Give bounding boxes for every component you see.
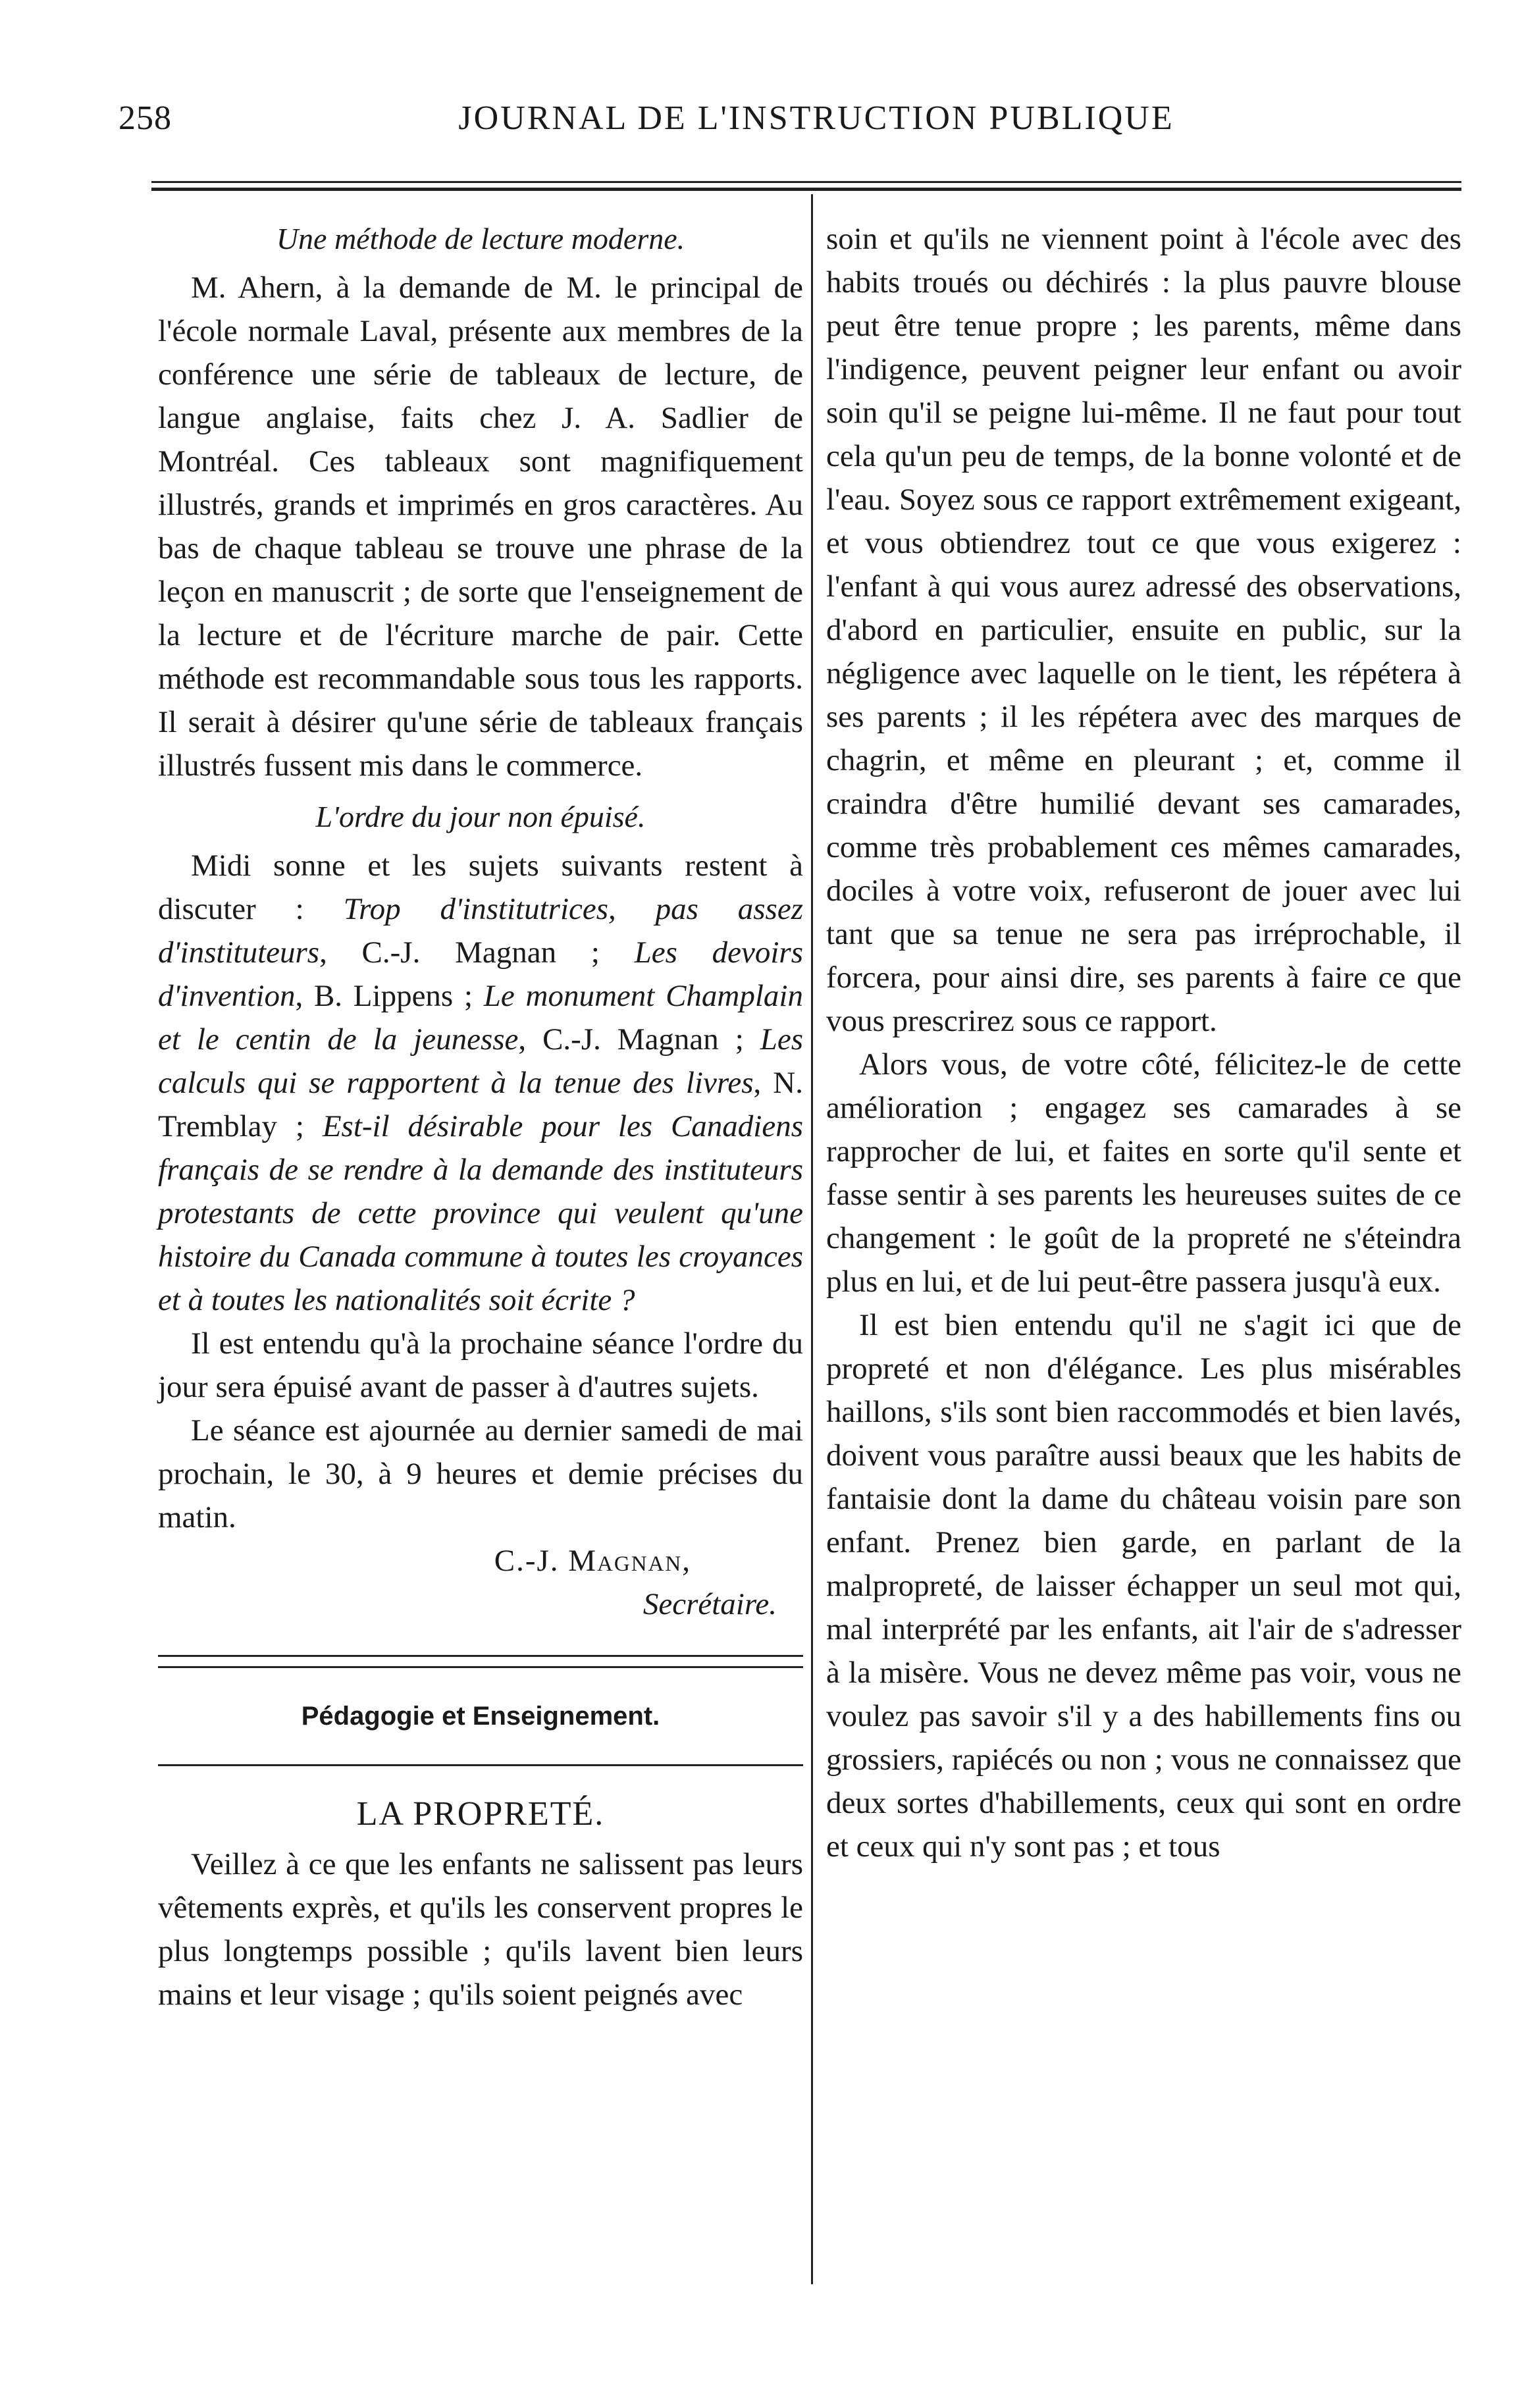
agenda-text: , N. Tremblay ; xyxy=(158,1066,803,1143)
agenda-text: , C.-J. Magnan ; xyxy=(518,1022,760,1057)
paragraph-cleanliness-intro: Veillez à ce que les enfants ne salissent pas leurs vêtements exprès, et qu'ils les conservent propres le plus longtemps possible ; qu'ils lavent bien leurs mains et leur visage ; qu'ils soient peignés avec xyxy=(158,1847,803,2012)
section-divider-single xyxy=(158,1764,803,1766)
right-column xyxy=(826,217,1461,1868)
section-heading-reading-method: Une méthode de lecture moderne. xyxy=(276,222,685,255)
agenda-text: , C.-J. Magnan ; xyxy=(319,935,635,970)
signature-title: Secrétaire. xyxy=(642,1587,777,1621)
header-rule-thick xyxy=(151,188,1461,191)
article-title: LA PROPRETÉ. xyxy=(356,1795,605,1833)
section-divider-double xyxy=(158,1655,803,1668)
paragraph-adjournment: Le séance est ajournée au dernier samedi de mai prochain, le 30, à 9 heures et demie précises du matin. xyxy=(158,1413,803,1534)
paragraph-next-session: Il est entendu qu'à la prochaine séance l'ordre du jour sera épuisé avant de passer à d'autres sujets. xyxy=(158,1326,803,1404)
page-number: 258 xyxy=(118,99,172,137)
section-heading-pedagogy: Pédagogie et Enseignement. xyxy=(301,1702,660,1731)
left-column xyxy=(158,217,803,2016)
agenda-topic-title: Le monument Champlain et le centin de la jeunesse xyxy=(158,979,803,1057)
paragraph-not-elegance: Il est bien entendu qu'il ne s'agit ici que de propreté et non d'élégance. Les plus misérables haillons, s'ils sont bien raccommodés et bien lavés, doivent vous paraître aussi beaux que les habits de fantaisie dont la dame du château voisin pare son enfant. Prenez bien garde, en parlant de la malpropreté, de laisser échapper un seul mot qui, mal interprété par les enfants, ait l'air de s'adresser à la misère. Vous ne devez même pas voir, vous ne voulez pas savoir s'il y a des habillements fins ou grossiers, rapiécés ou non ; vous ne connaissez que deux sortes d'habillements, ceux qui sont en ordre et ceux qui n'y sont pas ; et tous xyxy=(826,1308,1461,1864)
paragraph-congratulate: Alors vous, de votre côté, félicitez-le de cette amélioration ; engagez ses camarades à se rapprocher de lui, et faites en sorte qu'il sente et fasse sentir à ses parents les heureuses suites de ce changement : le goût de la propreté ne s'éteindra plus en lui, et de lui peut-être passera jusqu'à eux. xyxy=(826,1047,1461,1299)
agenda-text: , B. Lippens ; xyxy=(295,979,484,1013)
paragraph-agenda-topics xyxy=(158,844,803,1322)
paragraph-reading-method: M. Ahern, à la demande de M. le principal de l'école normale Laval, présente aux membres de la conférence une série de tableaux de lecture, de langue anglaise, faits chez J. A. Sadlier de Montréal. Ces tableaux sont magnifiquement illustrés, grands et imprimés en gros caractères. Au bas de chaque tableau se trouve une phrase de la leçon en manuscrit ; de sorte que l'enseignement de la lecture et de l'écriture marche de pair. Cette méthode est recommandable sous tous les rapports. Il serait à désirer qu'une série de tableaux français illustrés fussent mis dans le commerce. xyxy=(158,271,803,783)
column-divider xyxy=(811,194,813,2284)
agenda-topic-title: Est-il désirable pour les Canadiens français de se rendre à la demande des instituteurs protestants de cette province qui veulent qu'une histoire du Canada commune à toutes les croyances et à toutes les nationalités soit écrite ? xyxy=(158,1109,804,1317)
section-heading-agenda: L'ordre du jour non épuisé. xyxy=(315,800,646,833)
agenda-text: Midi sonne et les sujets suivants restent à discuter : xyxy=(158,849,803,926)
agenda-topic-title: Les devoirs d'invention xyxy=(158,935,803,1013)
paragraph-cleanliness-continued: soin et qu'ils ne viennent point à l'école avec des habits troués ou déchirés : la plus pauvre blouse peut être tenue propre ; les parents, même dans l'indigence, peuvent peigner leur enfant ou avoir soin qu'il se peigne lui-même. Il ne faut pour tout cela qu'un peu de temps, de la bonne volonté et de l'eau. Soyez sous ce rapport extrêmement exigeant, et vous obtiendrez tout ce que vous exigerez : l'enfant à qui vous aurez adressé des observations, d'abord en particulier, ensuite en public, sur la négligence avec laquelle on le tient, les répétera à ses parents ; il les répétera avec des marques de chagrin, et même en pleurant ; et, comme il craindra d'être humilié devant ses camarades, comme très probablement ces mêmes camarades, dociles à votre voix, refuseront de jouer avec lui tant que sa tenue ne sera pas irréprochable, il forcera, pour ainsi dire, ses parents à faire ce que vous prescrirez sous ce rapport. xyxy=(826,222,1461,1038)
signature-name: C.-J. Magnan, xyxy=(494,1544,691,1578)
header-rule-thin xyxy=(151,181,1461,183)
agenda-topic-title: Trop d'institutrices, pas assez d'instituteurs xyxy=(158,892,803,970)
agenda-topic-title: Les calculs qui se rapportent à la tenue des livres xyxy=(158,1022,803,1100)
running-title: JOURNAL DE L'INSTRUCTION PUBLIQUE xyxy=(458,99,1174,137)
